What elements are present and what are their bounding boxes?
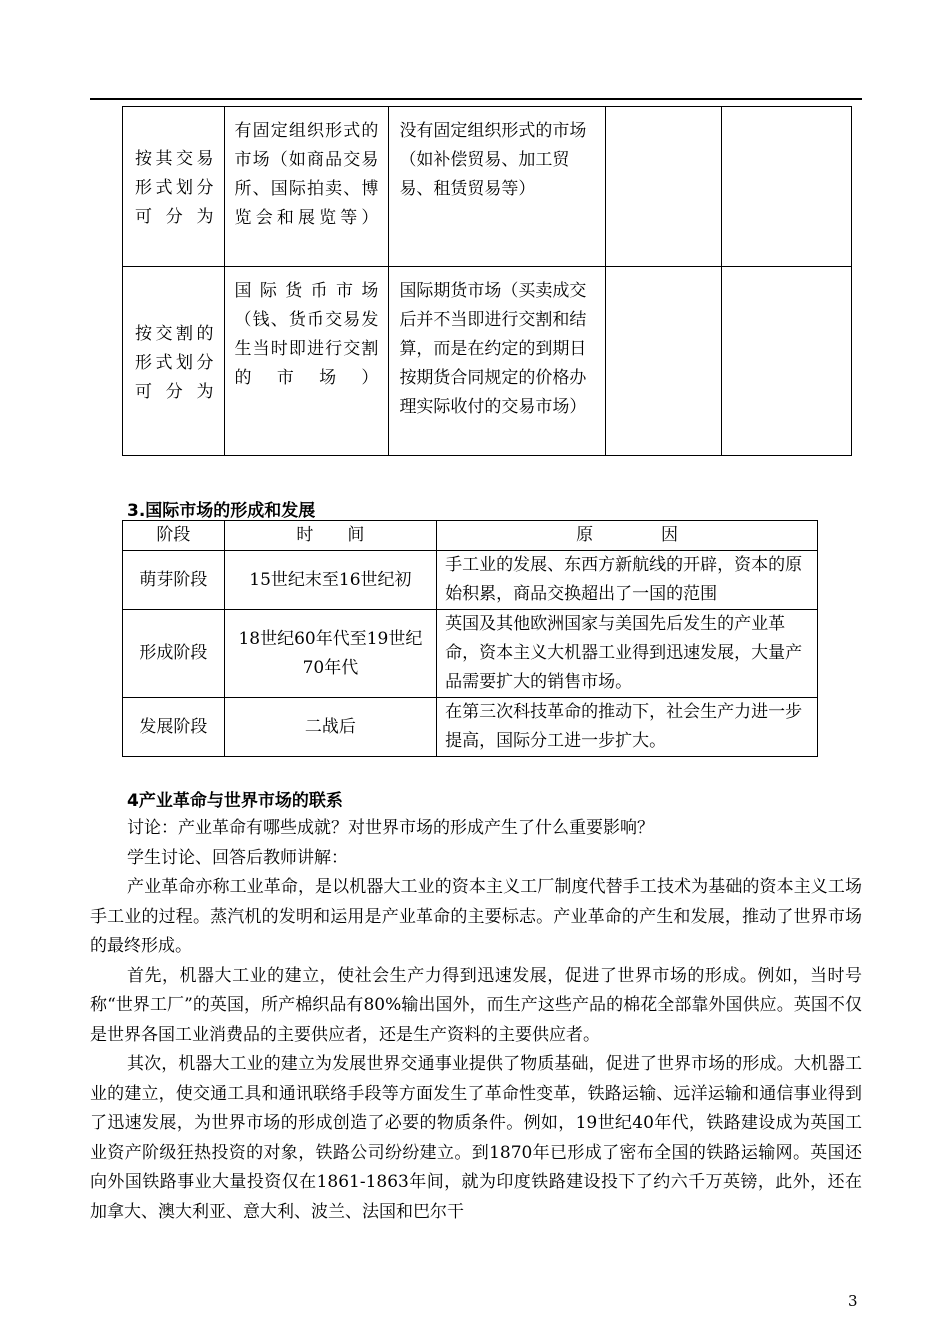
lead-line: 学生讨论、回答后教师讲解：: [127, 847, 348, 868]
empty-cell: [722, 267, 852, 456]
table-row: [123, 698, 818, 757]
header-stage: 阶段: [123, 521, 225, 551]
market-classification-table: [122, 106, 852, 456]
body-text: [90, 814, 862, 1227]
market-type-a-cell: 有固定组织形式的市场（如商品交易所、国际拍卖、博览会和展览等）: [224, 107, 389, 267]
market-type-a-cell: 国 际 货 币 市 场（钱、货币交易发生当时即进行交割的市场）: [224, 267, 389, 456]
empty-cell: [722, 107, 852, 267]
paragraph: 产业革命亦称工业革命，是以机器大工业的资本主义工厂制度代替手工技术为基础的资本主义工场手工业的过程。蒸汽机的发明和运用是产业革命的主要标志。产业革命的产生和发展，推动了世界市场的最终形成。: [90, 877, 862, 956]
market-type-b-cell: 没有固定组织形式的市场（如补偿贸易、加工贸易、租赁贸易等）: [389, 107, 605, 267]
table-row: [123, 551, 818, 610]
stage-cell: 萌芽阶段: [123, 551, 225, 610]
market-type-b-cell: 国际期货市场（买卖成交后并不当即进行交割和结算，而是在约定的到期日按期货合同规定的价格办理实际收付的交易市场）: [389, 267, 605, 456]
page-number: 3: [848, 1292, 858, 1310]
reason-cell: 英国及其他欧洲国家与美国先后发生的产业革命，资本主义大机器工业得到迅速发展，大量产品需要扩大的销售市场。: [437, 610, 818, 698]
section-4-heading: 4产业革命与世界市场的联系: [127, 791, 343, 811]
header-reason: 原 因: [437, 521, 818, 551]
table-row: [123, 267, 852, 456]
market-development-table: [122, 520, 818, 757]
table-header-row: [123, 521, 818, 551]
table-row: [123, 610, 818, 698]
time-cell: 15世纪末至16世纪初: [224, 551, 436, 610]
empty-cell: [605, 267, 722, 456]
table-row: [123, 107, 852, 267]
paragraph: 首先，机器大工业的建立，使社会生产力得到迅速发展，促进了世界市场的形成。例如，当时号称“世界工厂”的英国，所产棉织品有80%输出国外，而生产这些产品的棉花全部靠外国供应。英国不仅是世界各国工业消费品的主要供应者，还是生产资料的主要供应者。: [90, 965, 862, 1045]
paragraph: 其次，机器大工业的建立为发展世界交通事业提供了物质基础，促进了世界市场的形成。大机器工业的建立，使交通工具和通讯联络手段等方面发生了革命性变革，铁路运输、远洋运输和通信事业得到了迅速发展，为世界市场的形成创造了必要的物质条件。例如，19世纪40年代，铁路建设成为英国工业资产阶级狂热投资的对象，铁路公司纷纷建立。到1870年已形成了密布全国的铁路运输网。英国还向外国铁路事业大量投资仅在1861-1863年间，就为印度铁路建设投下了约六千万英镑，此外，还在加拿大、澳大利亚、意大利、波兰、法国和巴尔干: [90, 1054, 862, 1222]
stage-cell: 发展阶段: [123, 698, 225, 757]
section-3-heading: 3.国际市场的形成和发展: [127, 501, 316, 521]
time-cell: 二战后: [224, 698, 436, 757]
category-cell: 按其交易形式划分可 分 为: [123, 107, 225, 267]
stage-cell: 形成阶段: [123, 610, 225, 698]
reason-cell: 手工业的发展、东西方新航线的开辟，资本的原始积累，商品交换超出了一国的范围: [437, 551, 818, 610]
header-rule: [90, 98, 862, 100]
time-cell: 18世纪60年代至19世纪70年代: [224, 610, 436, 698]
empty-cell: [605, 107, 722, 267]
header-time: 时 间: [224, 521, 436, 551]
discussion-line: 讨论：产业革命有哪些成就？对世界市场的形成产生了什么重要影响？: [127, 818, 654, 838]
category-cell: 按交割的形式划分可 分 为: [123, 267, 225, 456]
reason-cell: 在第三次科技革命的推动下，社会生产力进一步提高，国际分工进一步扩大。: [437, 698, 818, 757]
